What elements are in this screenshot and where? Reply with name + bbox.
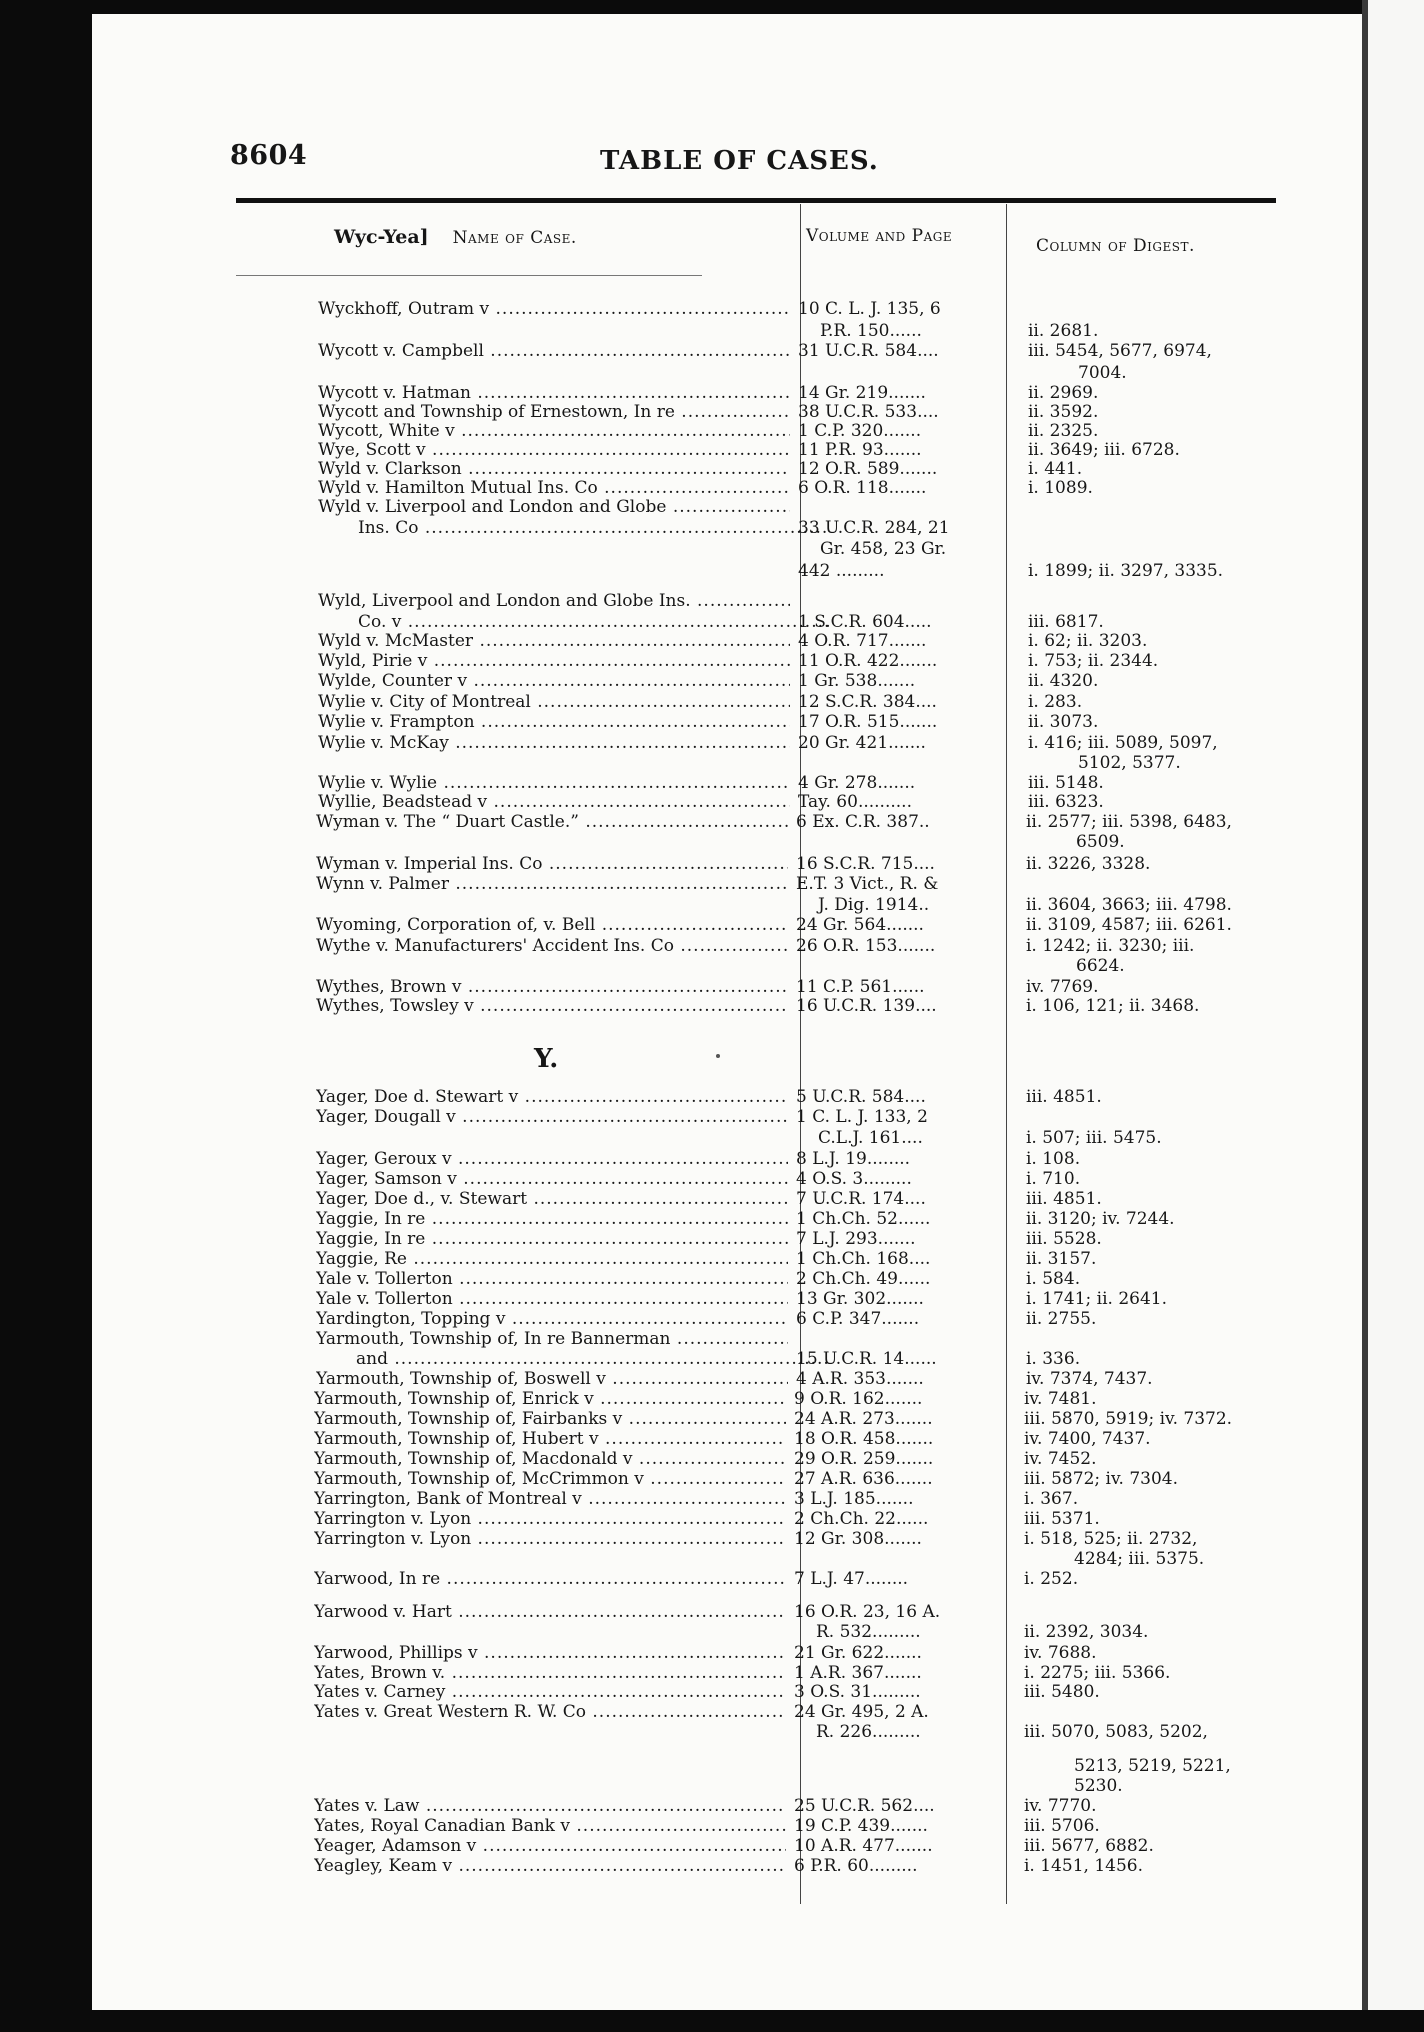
column-header-name-label: Name of Case.: [452, 228, 577, 248]
case-name: Wycott v. Hatman .....: [318, 384, 790, 402]
case-entry: [316, 1129, 1306, 1147]
case-name: Wyld, Liverpool and London and Globe Ins. .....: [318, 592, 790, 610]
digest-column: iii. 5870, 5919; iv. 7372.: [1024, 1409, 1233, 1429]
case-entry: [316, 1210, 1306, 1228]
digest-column: i. 2275; iii. 5366.: [1024, 1663, 1171, 1683]
case-name: Yarmouth, Township of, Macdonald v .....: [314, 1450, 786, 1468]
case-entry: [314, 1390, 1304, 1408]
digest-column: iv. 7400, 7437.: [1024, 1429, 1151, 1449]
digest-column: 5102, 5377.: [1078, 753, 1181, 773]
column-header-digest: Column of Digest.: [1036, 236, 1195, 256]
case-name: Yates v. Great Western R. W. Co .....: [314, 1703, 786, 1721]
volume-and-page: 33 U.C.R. 284, 21: [798, 519, 950, 537]
digest-column: iv. 7481.: [1024, 1389, 1097, 1409]
case-entry: [318, 652, 1308, 670]
scan-border-right: [1362, 0, 1424, 2032]
case-entry: [314, 1550, 1304, 1568]
digest-column: iii. 5148.: [1028, 773, 1104, 793]
volume-and-page: 11 C.P. 561......: [796, 978, 925, 996]
volume-and-page: 1 C. L. J. 133, 2: [796, 1108, 928, 1126]
case-entry: [314, 1490, 1304, 1508]
column-header-name: [334, 226, 577, 248]
case-name: Wythes, Towsley v .....: [316, 997, 788, 1015]
volume-and-page: 4 O.R. 717.......: [798, 632, 927, 650]
case-entry: [316, 1370, 1306, 1388]
scan-border-top: [0, 0, 1424, 14]
digest-column: iii. 4851.: [1026, 1189, 1102, 1209]
volume-and-page: 14 Gr. 219.......: [798, 384, 926, 402]
section-letter: Y.: [534, 1044, 559, 1074]
volume-and-page: 10 C. L. J. 135, 6: [798, 300, 941, 318]
case-name: Yager, Dougall v .....: [316, 1108, 788, 1126]
digest-column: ii. 3226, 3328.: [1026, 854, 1151, 874]
case-entry: [314, 1703, 1304, 1721]
volume-and-page: 8 L.J. 19........: [796, 1150, 911, 1168]
rule-under-name: [236, 275, 702, 276]
case-entry: [318, 754, 1308, 772]
case-name: Wyman v. Imperial Ins. Co .....: [316, 855, 788, 873]
case-name: Wylie v. City of Montreal .....: [318, 693, 790, 711]
volume-and-page: 3 O.S. 31.........: [794, 1683, 921, 1701]
case-name: Wythes, Brown v .....: [316, 978, 788, 996]
case-name: and .....: [316, 1350, 828, 1368]
volume-and-page: 12 Gr. 308.......: [794, 1530, 922, 1548]
column-header-volume: Volume and Page: [806, 226, 953, 246]
volume-and-page: 16 U.C.R. 139....: [796, 997, 937, 1015]
digest-column: ii. 2969.: [1028, 383, 1099, 403]
volume-and-page: 17 O.R. 515.......: [798, 713, 938, 731]
volume-and-page: 16 O.R. 23, 16 A.: [794, 1603, 941, 1621]
volume-and-page: 1 Gr. 538.......: [798, 672, 916, 690]
digest-column: ii. 3157.: [1026, 1249, 1097, 1269]
case-entry: [314, 1570, 1304, 1588]
volume-and-page: 27 A.R. 636.......: [794, 1470, 933, 1488]
volume-and-page: 6 P.R. 60.........: [794, 1857, 918, 1875]
digest-column: ii. 3649; iii. 6728.: [1028, 440, 1180, 460]
digest-column: i. 283.: [1028, 692, 1083, 712]
volume-and-page: 15 U.C.R. 14......: [796, 1350, 937, 1368]
case-name: Wyld v. Liverpool and London and Globe .....: [318, 498, 790, 516]
case-entry: [316, 1290, 1306, 1308]
case-name: Wyman v. The “ Duart Castle.” .....: [316, 813, 788, 831]
case-entry: [314, 1470, 1304, 1488]
digest-column: i. 753; ii. 2344.: [1028, 651, 1159, 671]
volume-and-page: 2 Ch.Ch. 22......: [794, 1510, 929, 1528]
case-entry: [318, 441, 1308, 459]
digest-column: iv. 7770.: [1024, 1796, 1097, 1816]
digest-column: iii. 6817.: [1028, 612, 1104, 632]
digest-column: i. 336.: [1026, 1349, 1081, 1369]
case-entry: [318, 672, 1308, 690]
volume-and-page: J. Dig. 1914..: [818, 896, 930, 914]
volume-and-page: 24 A.R. 273.......: [794, 1410, 933, 1428]
case-entry: [316, 1150, 1306, 1168]
case-name: Yarmouth, Township of, In re Bannerman .....: [316, 1330, 788, 1348]
digest-column: 7004.: [1078, 363, 1127, 383]
volume-and-page: 7 L.J. 293.......: [796, 1230, 916, 1248]
case-entry: [316, 1270, 1306, 1288]
digest-column: ii. 3109, 4587; iii. 6261.: [1026, 915, 1232, 935]
case-name: Yager, Geroux v .....: [316, 1150, 788, 1168]
page-number: 8604: [230, 140, 308, 171]
volume-and-page: P.R. 150......: [820, 322, 922, 340]
volume-and-page: 11 P.R. 93.......: [798, 441, 922, 459]
case-entry: [318, 519, 1308, 537]
case-name: Yarmouth, Township of, Enrick v .....: [314, 1390, 786, 1408]
case-entry: [316, 937, 1306, 955]
volume-and-page: 9 O.R. 162.......: [794, 1390, 923, 1408]
case-entry: [314, 1857, 1304, 1875]
digest-column: iii. 5454, 5677, 6974,: [1028, 341, 1212, 361]
header-rule: [236, 198, 1276, 203]
case-entry: [314, 1530, 1304, 1548]
volume-and-page: 1 Ch.Ch. 52......: [796, 1210, 931, 1228]
volume-and-page: Tay. 60..........: [798, 793, 912, 811]
case-name: Yager, Doe d., v. Stewart .....: [316, 1190, 788, 1208]
volume-and-page: 4 A.R. 353.......: [796, 1370, 924, 1388]
case-name: Yale v. Tollerton .....: [316, 1270, 788, 1288]
volume-and-page: 1 S.C.R. 604.....: [798, 613, 932, 631]
volume-and-page: 10 A.R. 477.......: [794, 1837, 933, 1855]
case-name: Yarrington v. Lyon .....: [314, 1530, 786, 1548]
case-entry: [314, 1623, 1304, 1641]
digest-column: iii. 5872; iv. 7304.: [1024, 1469, 1179, 1489]
digest-column: 6509.: [1076, 832, 1125, 852]
digest-column: i. 108.: [1026, 1149, 1081, 1169]
digest-column: i. 1242; ii. 3230; iii.: [1026, 936, 1195, 956]
case-name: Wynn v. Palmer .....: [316, 875, 788, 893]
digest-column: i. 441.: [1028, 459, 1083, 479]
volume-and-page: 442 .........: [798, 562, 885, 580]
case-entry: [314, 1603, 1304, 1621]
digest-column: i. 367.: [1024, 1489, 1079, 1509]
case-entry: [316, 813, 1306, 831]
digest-column: iii. 5677, 6882.: [1024, 1836, 1154, 1856]
volume-and-page: C.L.J. 161....: [818, 1129, 923, 1147]
case-name: Wye, Scott v .....: [318, 441, 790, 459]
case-entry: [318, 693, 1308, 711]
case-name: Yarmouth, Township of, Fairbanks v .....: [314, 1410, 786, 1428]
case-name: Yaggie, In re .....: [316, 1210, 788, 1228]
digest-column: 5213, 5219, 5221,: [1074, 1756, 1231, 1776]
digest-column: i. 1899; ii. 3297, 3335.: [1028, 561, 1224, 581]
volume-and-page: R. 532.........: [816, 1623, 921, 1641]
case-entry: [314, 1683, 1304, 1701]
case-name: Yarrington v. Lyon .....: [314, 1510, 786, 1528]
case-name: Wyld v. McMaster .....: [318, 632, 790, 650]
case-entry: [318, 300, 1308, 318]
case-name: Yaggie, In re .....: [316, 1230, 788, 1248]
digest-column: iii. 6323.: [1028, 792, 1104, 812]
volume-and-page: 12 O.R. 589.......: [798, 460, 938, 478]
case-name: Yarwood, Phillips v .....: [314, 1644, 786, 1662]
case-name: Wylie v. McKay .....: [318, 734, 790, 752]
case-name: Wyckhoff, Outram v .....: [318, 300, 790, 318]
case-name: Co. v .....: [318, 613, 830, 631]
case-entry: [316, 1330, 1306, 1348]
digest-column: i. 1741; ii. 2641.: [1026, 1289, 1167, 1309]
case-name: Wycott and Township of Ernestown, In re .....: [318, 403, 790, 421]
case-name: Wythe v. Manufacturers' Accident Ins. Co .....: [316, 937, 788, 955]
case-name: Yaggie, Re .....: [316, 1250, 788, 1268]
scan-border-bottom: [0, 2010, 1424, 2032]
volume-and-page: 4 Gr. 278.......: [798, 774, 916, 792]
case-name: Yarwood, In re .....: [314, 1570, 786, 1588]
volume-and-page: 12 S.C.R. 384....: [798, 693, 937, 711]
digest-column: i. 1451, 1456.: [1024, 1856, 1143, 1876]
case-name: Ins. Co .....: [318, 519, 830, 537]
case-entry: [316, 1250, 1306, 1268]
digest-column: ii. 2755.: [1026, 1309, 1097, 1329]
case-name: Yeager, Adamson v .....: [314, 1837, 786, 1855]
volume-and-page: 26 O.R. 153.......: [796, 937, 936, 955]
case-name: Yates v. Carney .....: [314, 1683, 786, 1701]
digest-column: ii. 2681.: [1028, 321, 1099, 341]
volume-and-page: R. 226.........: [816, 1723, 921, 1741]
case-name: Wyld v. Hamilton Mutual Ins. Co .....: [318, 479, 790, 497]
case-name: Yarwood v. Hart .....: [314, 1603, 786, 1621]
digest-column: i. 416; iii. 5089, 5097,: [1028, 733, 1218, 753]
digest-column: iii. 5070, 5083, 5202,: [1024, 1722, 1208, 1742]
case-name: Wycott, White v .....: [318, 422, 790, 440]
volume-and-page: 31 U.C.R. 584....: [798, 342, 939, 360]
volume-and-page: 20 Gr. 421.......: [798, 734, 926, 752]
volume-and-page: 1 A.R. 367.......: [794, 1664, 922, 1682]
digest-column: iii. 5371.: [1024, 1509, 1100, 1529]
volume-and-page: 24 Gr. 495, 2 A.: [794, 1703, 929, 1721]
digest-column: iv. 7452.: [1024, 1449, 1097, 1469]
case-name: Yarrington, Bank of Montreal v .....: [314, 1490, 786, 1508]
digest-column: i. 584.: [1026, 1269, 1081, 1289]
case-name: Yeagley, Keam v .....: [314, 1857, 786, 1875]
volume-and-page: 21 Gr. 622.......: [794, 1644, 922, 1662]
case-entry: [316, 1350, 1306, 1368]
digest-column: ii. 4320.: [1028, 671, 1099, 691]
volume-and-page: 1 C.P. 320.......: [798, 422, 922, 440]
volume-and-page: 4 O.S. 3.........: [796, 1170, 912, 1188]
case-entry: [316, 1310, 1306, 1328]
volume-and-page: 19 C.P. 439.......: [794, 1817, 928, 1835]
case-entry: [314, 1644, 1304, 1662]
case-entry: [318, 793, 1308, 811]
case-entry: [316, 833, 1306, 851]
case-entry: [318, 498, 1308, 516]
page-title: TABLE OF CASES.: [600, 146, 879, 176]
ink-speck: [716, 1054, 720, 1058]
case-entry: [314, 1777, 1304, 1795]
case-name: Yager, Doe d. Stewart v .....: [316, 1088, 788, 1106]
case-name: Yale v. Tollerton .....: [316, 1290, 788, 1308]
digest-column: iv. 7688.: [1024, 1643, 1097, 1663]
digest-column: ii. 3073.: [1028, 712, 1099, 732]
volume-and-page: 24 Gr. 564.......: [796, 916, 924, 934]
digest-column: iv. 7374, 7437.: [1026, 1369, 1153, 1389]
case-entry: [316, 1230, 1306, 1248]
digest-column: 4284; iii. 5375.: [1074, 1549, 1205, 1569]
scan-border-left: [0, 0, 92, 2032]
case-name: Wyoming, Corporation of, v. Bell .....: [316, 916, 788, 934]
case-entry: [314, 1664, 1304, 1682]
case-entry: [318, 460, 1308, 478]
case-name: Wylie v. Frampton .....: [318, 713, 790, 731]
case-entry: [314, 1450, 1304, 1468]
volume-and-page: 11 O.R. 422.......: [798, 652, 938, 670]
volume-and-page: 5 U.C.R. 584....: [796, 1088, 926, 1106]
volume-and-page: 7 U.C.R. 174....: [796, 1190, 926, 1208]
case-name: Yardington, Topping v .....: [316, 1310, 788, 1328]
volume-and-page: 16 S.C.R. 715....: [796, 855, 935, 873]
case-entry: [316, 896, 1306, 914]
case-name: Wyllie, Beadstead v .....: [318, 793, 790, 811]
digest-column: iii. 5528.: [1026, 1229, 1102, 1249]
case-entry: [318, 479, 1308, 497]
case-entry: [318, 422, 1308, 440]
digest-column: 6624.: [1076, 956, 1125, 976]
digest-column: ii. 3592.: [1028, 402, 1099, 422]
digest-column: ii. 2577; iii. 5398, 6483,: [1026, 812, 1232, 832]
case-entry: [316, 1108, 1306, 1126]
volume-and-page: 2 Ch.Ch. 49......: [796, 1270, 931, 1288]
volume-and-page: 38 U.C.R. 533....: [798, 403, 939, 421]
volume-and-page: 18 O.R. 458.......: [794, 1430, 934, 1448]
digest-column: iii. 5480.: [1024, 1682, 1100, 1702]
case-entry: [318, 342, 1308, 360]
digest-column: iii. 5706.: [1024, 1816, 1100, 1836]
case-entry: [316, 855, 1306, 873]
digest-column: i. 106, 121; ii. 3468.: [1026, 996, 1200, 1016]
digest-column: i. 252.: [1024, 1569, 1079, 1589]
case-name: Wycott v. Campbell .....: [318, 342, 790, 360]
case-entry: [318, 322, 1308, 340]
volume-and-page: 6 Ex. C.R. 387..: [796, 813, 930, 831]
volume-and-page: 29 O.R. 259.......: [794, 1450, 934, 1468]
digest-column: i. 62; ii. 3203.: [1028, 631, 1148, 651]
case-entry: [314, 1797, 1304, 1815]
case-entry: [318, 364, 1308, 382]
case-entry: [318, 592, 1308, 610]
volume-and-page: 7 L.J. 47........: [794, 1570, 909, 1588]
volume-and-page: Gr. 458, 23 Gr.: [820, 540, 947, 558]
case-name: Yates, Royal Canadian Bank v .....: [314, 1817, 786, 1835]
volume-and-page: 6 O.R. 118.......: [798, 479, 927, 497]
case-entry: [314, 1430, 1304, 1448]
case-name: Yates v. Law .....: [314, 1797, 786, 1815]
case-name: Yarmouth, Township of, McCrimmon v .....: [314, 1470, 786, 1488]
digest-column: iv. 7769.: [1026, 977, 1099, 997]
digest-column: iii. 4851.: [1026, 1087, 1102, 1107]
case-entry: [318, 384, 1308, 402]
volume-and-page: 3 L.J. 185.......: [794, 1490, 914, 1508]
digest-column: 5230.: [1074, 1776, 1123, 1796]
case-entry: [316, 957, 1306, 975]
case-entry: [314, 1817, 1304, 1835]
digest-column: i. 710.: [1026, 1169, 1081, 1189]
case-entry: [314, 1837, 1304, 1855]
case-entry: [314, 1510, 1304, 1528]
case-entry: [314, 1757, 1304, 1775]
digest-column: ii. 3120; iv. 7244.: [1026, 1209, 1175, 1229]
case-entry: [316, 875, 1306, 893]
volume-and-page: 6 C.P. 347.......: [796, 1310, 920, 1328]
case-entry: [318, 562, 1308, 580]
case-entry: [314, 1723, 1304, 1741]
entry-range-label: Wyc-Yea]: [334, 226, 429, 248]
case-name: Wyld, Pirie v .....: [318, 652, 790, 670]
digest-column: i. 507; iii. 5475.: [1026, 1128, 1162, 1148]
volume-and-page: 1 Ch.Ch. 168....: [796, 1250, 931, 1268]
case-entry: [316, 916, 1306, 934]
volume-and-page: 25 U.C.R. 562....: [794, 1797, 935, 1815]
case-name: Wylie v. Wylie .....: [318, 774, 790, 792]
case-entry: [314, 1410, 1304, 1428]
case-entry: [318, 403, 1308, 421]
case-entry: [318, 734, 1308, 752]
volume-and-page: 13 Gr. 302.......: [796, 1290, 924, 1308]
case-entry: [316, 997, 1306, 1015]
case-name: Wylde, Counter v .....: [318, 672, 790, 690]
case-entry: [316, 1190, 1306, 1208]
case-name: Yarmouth, Township of, Boswell v .....: [316, 1370, 788, 1388]
digest-column: ii. 2325.: [1028, 421, 1099, 441]
case-entry: [318, 613, 1308, 631]
case-name: Yates, Brown v. .....: [314, 1664, 786, 1682]
case-entry: [316, 1088, 1306, 1106]
digest-column: ii. 3604, 3663; iii. 4798.: [1026, 895, 1232, 915]
case-entry: [318, 632, 1308, 650]
case-entry: [316, 978, 1306, 996]
case-name: Yarmouth, Township of, Hubert v .....: [314, 1430, 786, 1448]
digest-column: i. 518, 525; ii. 2732,: [1024, 1529, 1198, 1549]
case-name: Yager, Samson v .....: [316, 1170, 788, 1188]
case-entry: [316, 1170, 1306, 1188]
case-entry: [318, 540, 1308, 558]
case-name: Wyld v. Clarkson .....: [318, 460, 790, 478]
case-entry: [318, 713, 1308, 731]
digest-column: ii. 2392, 3034.: [1024, 1622, 1149, 1642]
digest-column: i. 1089.: [1028, 478, 1093, 498]
case-entry: [318, 774, 1308, 792]
volume-and-page: E.T. 3 Vict., R. &: [796, 875, 939, 893]
